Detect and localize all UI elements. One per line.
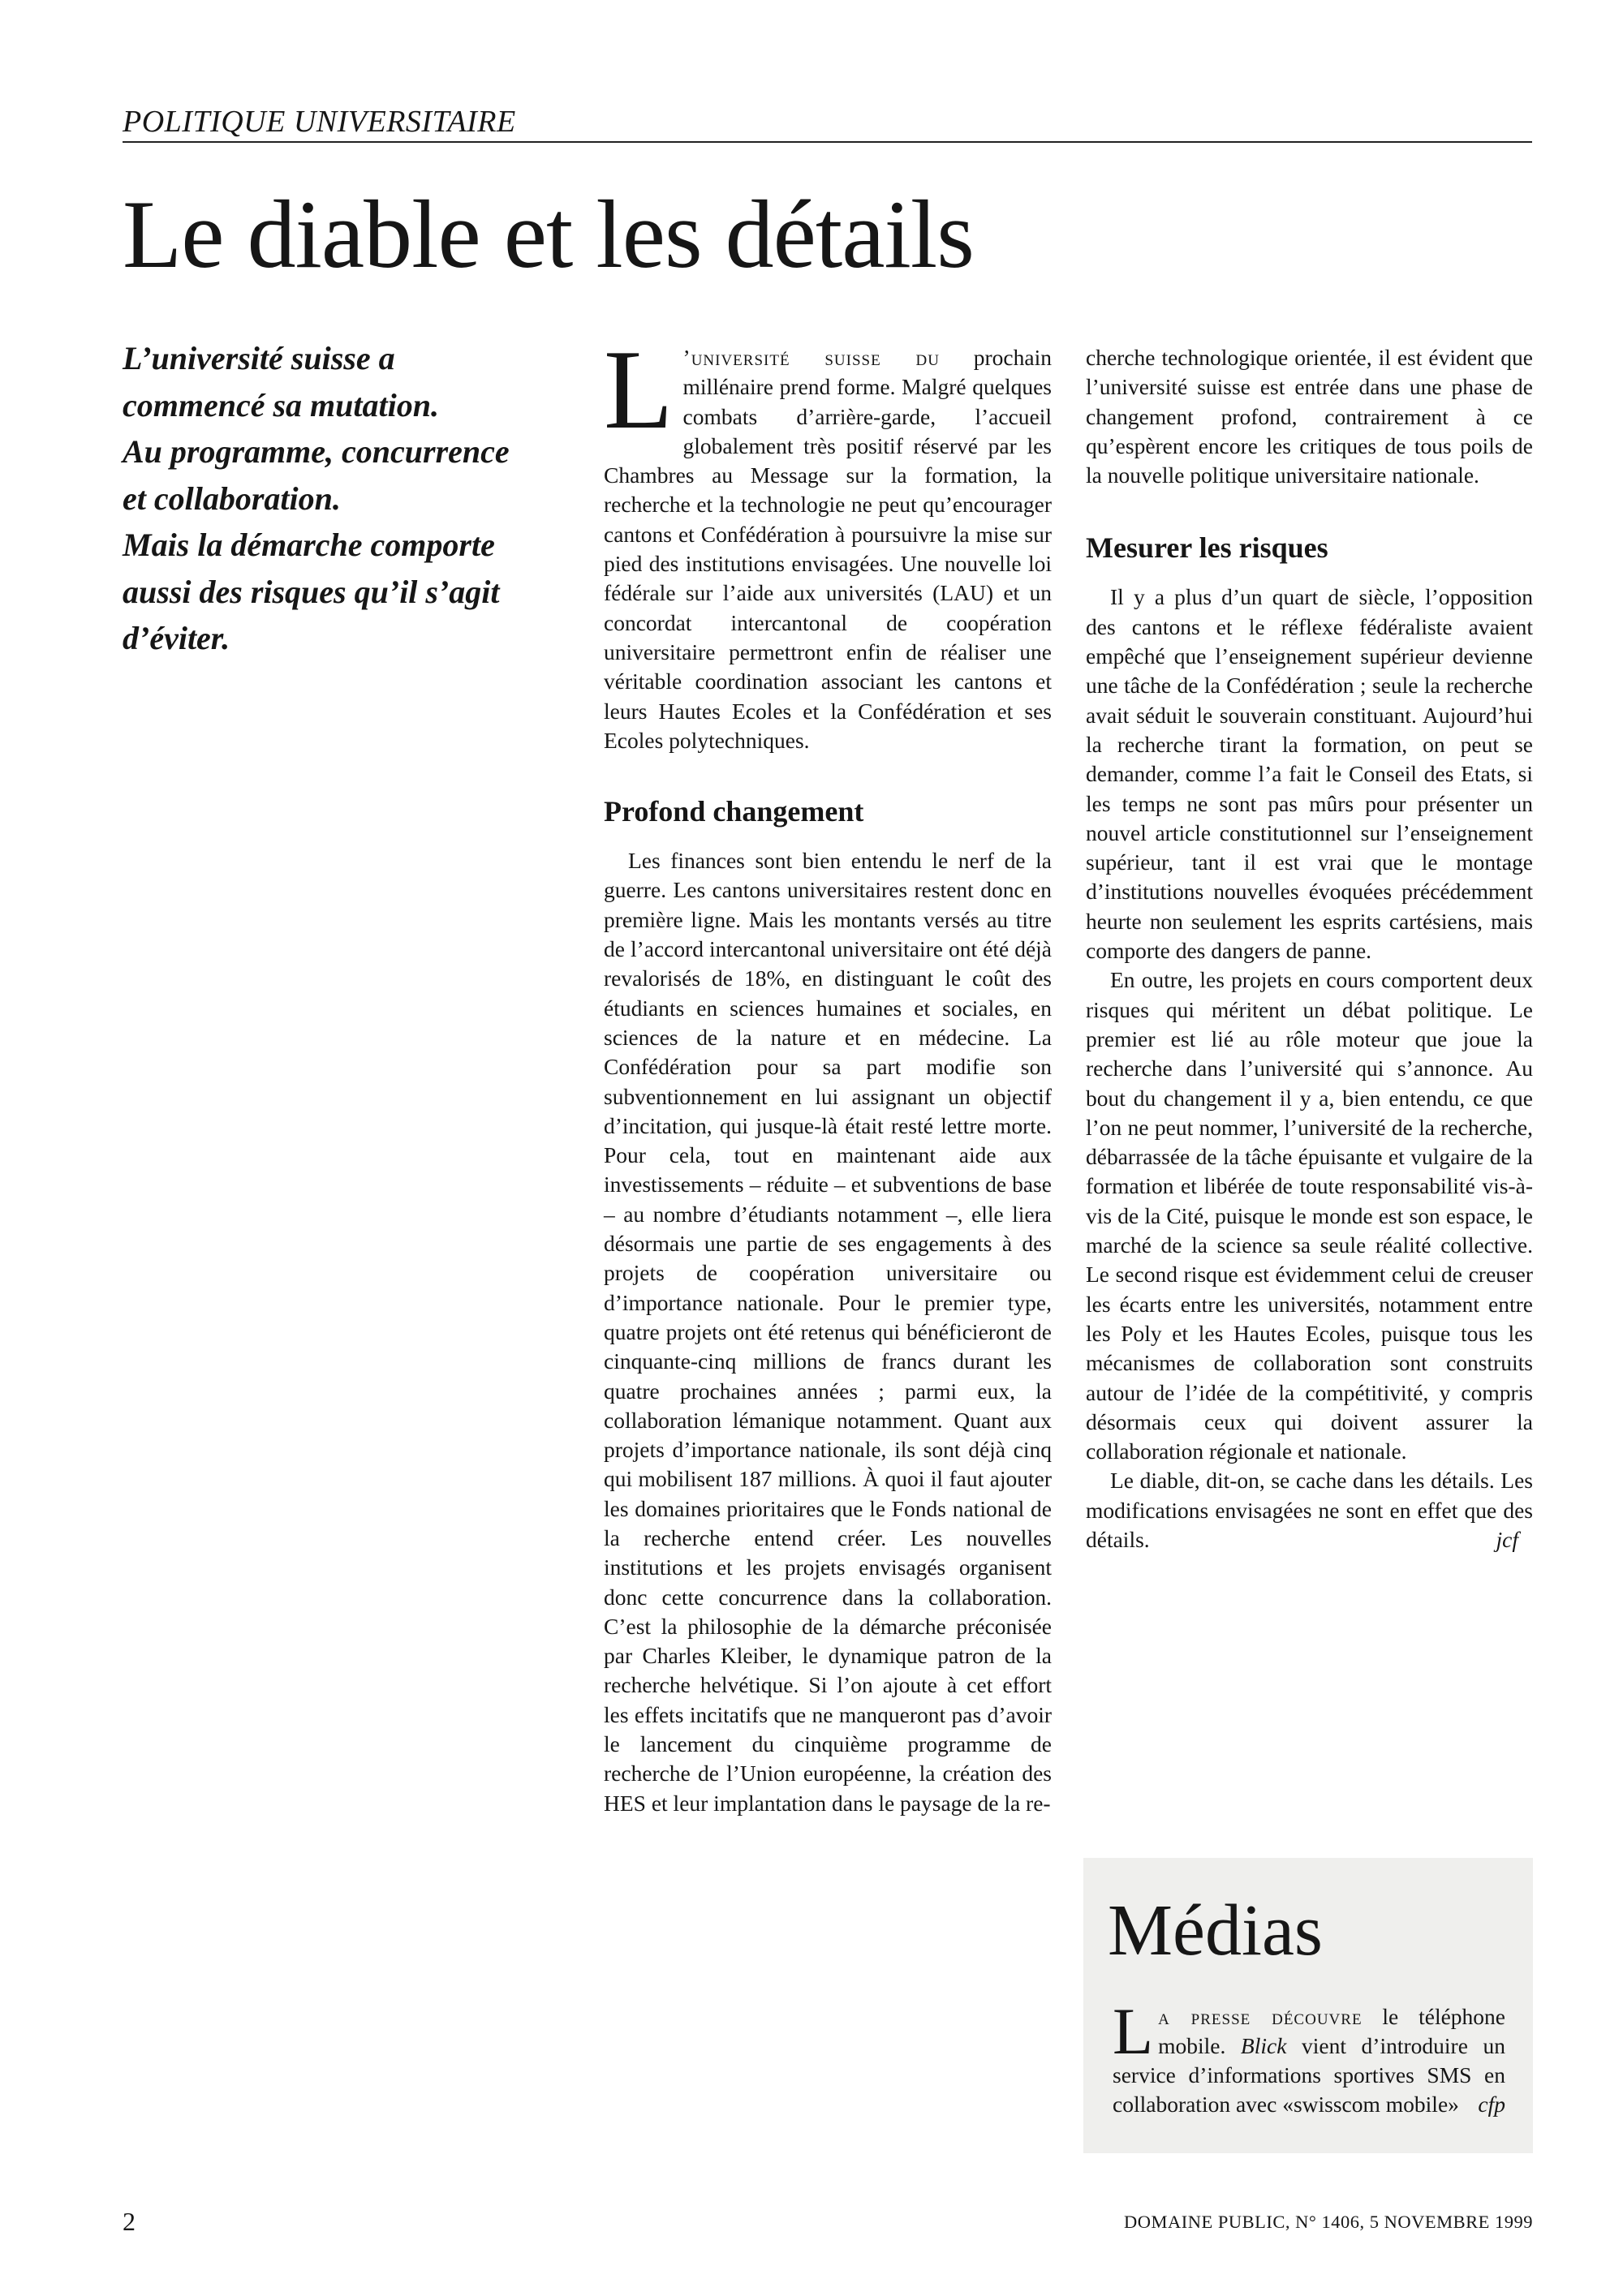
lede-line: Au programme, concurrence <box>123 433 510 470</box>
subheading-profond-changement: Profond changement <box>604 795 864 828</box>
body-paragraph: Il y a plus d’un quart de siècle, l’opposition des cantons et le réflexe fédéraliste avaient empêché que l’enseignement supérieur devienne une tâche de la Confédération ; seule la recherche avait séduit le souverain constituant. Aujourd’hui la recherche tirant la formation, on peut se demander, comme l’a fait le Conseil des Etats, si les temps ne sont pas mûrs pour présenter un nouvel article constitutionnel sur l’enseignement supérieur, tant il est vrai que le montage d’institutions nouvelles évoquées précédemment heurte non seulement les esprits cartésiens, mais comporte des dangers de panne. <box>1086 584 1533 964</box>
medias-signature: cfp <box>1478 2092 1505 2118</box>
body-paragraph-continued: cherche technologique orientée, il est évident que l’université suisse est entrée dans une phase de changement profond, contrairement à ce qu’espèrent encore les critiques de tous poils de la nouvelle politique universitaire nationale. <box>1086 345 1533 488</box>
body-paragraph: En outre, les projets en cours comportent deux risques qui méritent un débat politique. Le premier est lié au rôle moteur que joue la recherche dans l’université qui s’annonce. Au bout du changement il y a, bien entendu, ce que l’on ne peut nommer, l’université de la recherche, débarrassée de la tâche épuisante et vulgaire de la formation et libérée de toute responsabilité vis-à-vis de la Cité, puisque le monde est son espace, le marché de la science sa seule réalité collective. Le second risque est évidemment celui de creuser les écarts entre les universités, notamment entre les Poly et les Hautes Ecoles, puisque tous les mécanismes de collaboration sont construits autour de l’idée de la compétitivité, y compris désormais ceux qui doivent assurer la collaboration régionale et nationale. <box>1086 967 1533 1464</box>
medias-drop-cap: L <box>1113 1993 1154 2068</box>
lede-line: commencé sa mutation. <box>123 386 439 424</box>
article-column-1 <box>604 327 1052 1818</box>
intro-paragraph <box>604 327 1052 755</box>
page-number: 2 <box>123 2207 136 2236</box>
article-column-2 <box>1086 343 1533 1554</box>
publication-info: DOMAINE PUBLIC, N° 1406, 5 NOVEMBRE 1999 <box>1123 2212 1533 2232</box>
medias-lead-in: a presse découvre <box>1158 2003 1363 2029</box>
medias-title: Médias <box>1108 1890 1323 1971</box>
lede-line: et collaboration. <box>123 479 341 517</box>
medias-box <box>1083 1858 1533 2153</box>
section-rubric: POLITIQUE UNIVERSITAIRE <box>123 104 1532 143</box>
lede-line: L’université suisse a <box>123 340 395 376</box>
lead-in-smallcaps: ’université suisse du <box>682 345 940 370</box>
closing-text: Le diable, dit-on, se cache dans les détails. Les modifications envisagées ne sont en effet que des détails. <box>1086 1468 1533 1552</box>
medias-italic: Blick <box>1240 2032 1287 2058</box>
article-lede <box>123 335 577 662</box>
article-headline: Le diable et les détails <box>123 180 974 288</box>
closing-paragraph <box>1086 1466 1533 1554</box>
intro-text: prochain millénaire prend forme. Malgré quelques combats d’arrière-garde, l’accueil globalement très positif réservé par les Chambres au Message sur la formation, la recherche et la technologie ne peut qu’encourager cantons et Confédération à poursuivre la mise sur pied des institutions envisagées. Une nouvelle loi fédérale sur l’aide aux universités (LAU) et un concordat intercantonal de coopération universitaire permettront enfin de réaliser une véritable coordination associant les cantons et leurs Hautes Ecoles et la Confédération et ses Ecoles polytechniques. <box>604 345 1052 753</box>
drop-cap: L <box>604 327 674 453</box>
medias-body <box>1113 1993 1505 2120</box>
author-signature: jcf <box>1496 1526 1518 1552</box>
medias-text: le téléphone mobile. <box>1158 2003 1505 2058</box>
lede-line: d’éviter. <box>123 620 230 656</box>
lede-line: Mais la démarche comporte <box>123 527 495 563</box>
medias-text: vient d’introduire un service d’informations sportives SMS en collaboration avec «swisscom mobile» <box>1113 2032 1505 2118</box>
subheading-mesurer-les-risques: Mesurer les risques <box>1086 531 1328 565</box>
lede-line: aussi des risques qu’il s’agit <box>123 573 500 610</box>
body-paragraph: Les finances sont bien entendu le nerf de la guerre. Les cantons universitaires restent donc en première ligne. Mais les montants versés au titre de l’accord intercantonal universitaire ont été déjà revalorisés de 18%, en distinguant le coût des étudiants en sciences humaines et sociales, en sciences de la nature et en médecine. La Confédération pour sa part modifie son subventionnement en lui assignant un objectif d’incitation, qui jusque-là était resté lettre morte. Pour cela, tout en maintenant aide aux investissements – réduite – et subventions de base – au nombre d’étudiants notamment –, elle liera désormais une partie de ses engagements à des projets de coopération universitaire ou d’importance nationale. Pour le premier type, quatre projets ont été retenus qui bénéficieront de cinquante-cinq millions de francs durant les quatre prochaines années ; parmi eux, la collaboration lémanique notamment. Quant aux projets d’importance nationale, ils sont déjà cinq qui mobilisent 187 millions. À quoi il faut ajouter les domaines prioritaires que le Fonds national de la recherche entend créer. Les nouvelles institutions et les projets envisagés organisent donc cette concurrence dans la collaboration. C’est la philosophie de la démarche préconisée par Charles Kleiber, le dynamique patron de la recherche helvétique. Si l’on ajoute à cet effort les effets incitatifs que ne manqueront pas d’avoir le lancement du cinquième programme de recherche de l’Union européenne, la création des HES et leur implantation dans le paysage de la re- <box>604 848 1052 1816</box>
